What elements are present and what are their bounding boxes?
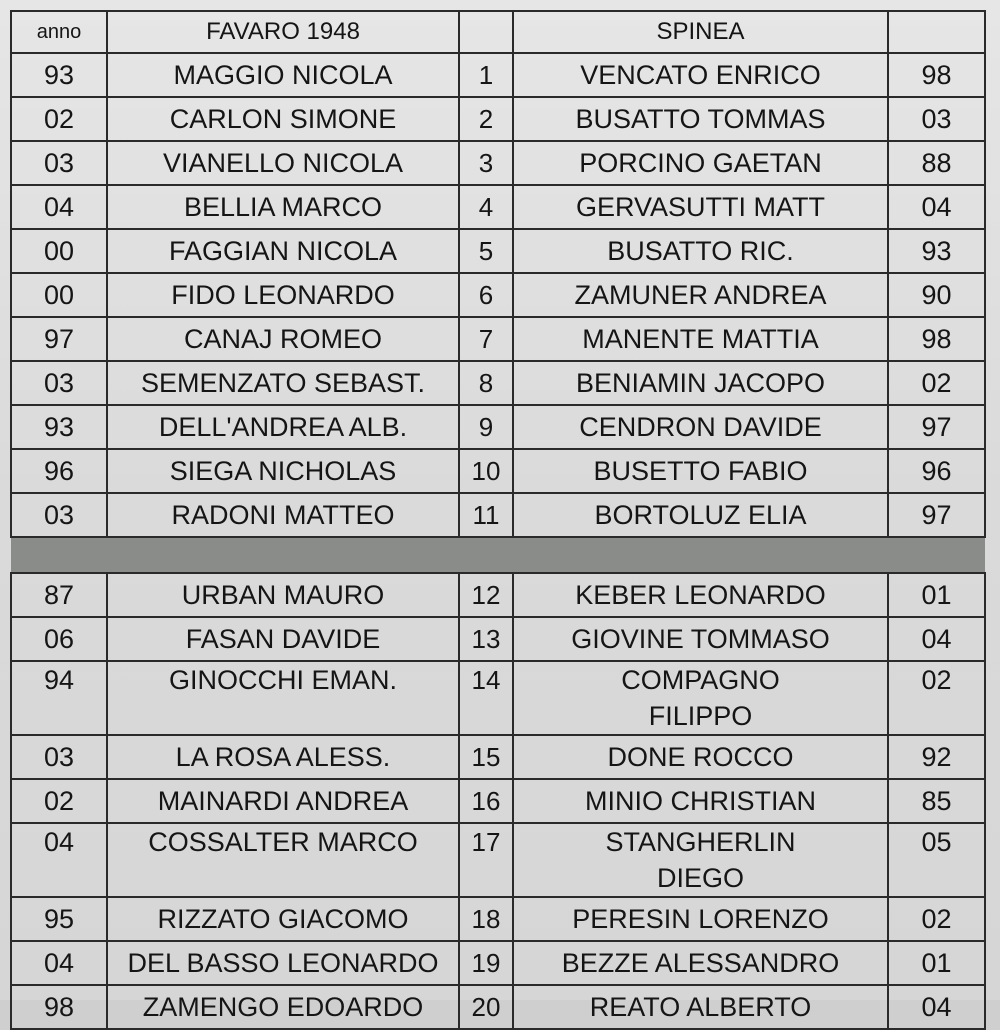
shirt-number: 12: [459, 573, 513, 617]
year-left: 03: [11, 493, 107, 537]
year-right: 88: [888, 141, 985, 185]
year-left: 03: [11, 735, 107, 779]
player-left: VIANELLO NICOLA: [107, 141, 459, 185]
table-row: [11, 405, 985, 449]
player-left: RADONI MATTEO: [107, 493, 459, 537]
player-right: BUSATTO TOMMAS: [513, 97, 888, 141]
table-row: [11, 735, 985, 779]
shirt-number: 13: [459, 617, 513, 661]
shirt-number: 17: [459, 823, 513, 897]
year-left: 03: [11, 361, 107, 405]
shirt-number: 1: [459, 53, 513, 97]
player-right: CENDRON DAVIDE: [513, 405, 888, 449]
player-left: SIEGA NICHOLAS: [107, 449, 459, 493]
shirt-number: 3: [459, 141, 513, 185]
shirt-number: 7: [459, 317, 513, 361]
table-row: [11, 941, 985, 985]
table-row: [11, 573, 985, 617]
player-left: MAINARDI ANDREA: [107, 779, 459, 823]
shirt-number: 9: [459, 405, 513, 449]
shirt-number: 4: [459, 185, 513, 229]
player-right: BUSATTO RIC.: [513, 229, 888, 273]
table-row: [11, 897, 985, 941]
player-left: FIDO LEONARDO: [107, 273, 459, 317]
year-right-header: [888, 11, 985, 53]
player-right: KEBER LEONARDO: [513, 573, 888, 617]
year-left: 95: [11, 897, 107, 941]
player-left: GINOCCHI EMAN.: [107, 661, 459, 735]
player-right: [513, 823, 888, 897]
year-left: 97: [11, 317, 107, 361]
team-right-header: SPINEA: [513, 11, 888, 53]
shirt-number: 11: [459, 493, 513, 537]
shirt-number: 15: [459, 735, 513, 779]
year-left: 94: [11, 661, 107, 735]
shirt-number: 10: [459, 449, 513, 493]
year-right: 02: [888, 897, 985, 941]
table-row: [11, 97, 985, 141]
year-right: 02: [888, 661, 985, 735]
shirt-number: 2: [459, 97, 513, 141]
player-right: BORTOLUZ ELIA: [513, 493, 888, 537]
table-row: [11, 823, 985, 897]
year-right: 96: [888, 449, 985, 493]
player-left: RIZZATO GIACOMO: [107, 897, 459, 941]
year-left: 04: [11, 823, 107, 897]
player-right: MINIO CHRISTIAN: [513, 779, 888, 823]
year-right: 90: [888, 273, 985, 317]
player-right: REATO ALBERTO: [513, 985, 888, 1029]
shirt-number: 20: [459, 985, 513, 1029]
table-row: [11, 493, 985, 537]
year-right: 02: [888, 361, 985, 405]
year-left: 02: [11, 779, 107, 823]
shirt-number: 18: [459, 897, 513, 941]
player-left: MAGGIO NICOLA: [107, 53, 459, 97]
table-row: [11, 779, 985, 823]
player-right: VENCATO ENRICO: [513, 53, 888, 97]
player-left: BELLIA MARCO: [107, 185, 459, 229]
year-left: 87: [11, 573, 107, 617]
shirt-number: 8: [459, 361, 513, 405]
year-header: anno: [11, 11, 107, 53]
table-row: [11, 141, 985, 185]
table-row: [11, 229, 985, 273]
year-left: 02: [11, 97, 107, 141]
table-row: [11, 361, 985, 405]
header-row: [11, 11, 985, 53]
player-right: MANENTE MATTIA: [513, 317, 888, 361]
year-right: 05: [888, 823, 985, 897]
year-left: 03: [11, 141, 107, 185]
player-left: CARLON SIMONE: [107, 97, 459, 141]
player-left: DELL'ANDREA ALB.: [107, 405, 459, 449]
player-right: GIOVINE TOMMASO: [513, 617, 888, 661]
player-right-first: COMPAGNO: [621, 665, 780, 695]
year-left: 93: [11, 53, 107, 97]
year-left: 00: [11, 273, 107, 317]
table-row: [11, 53, 985, 97]
year-right: 92: [888, 735, 985, 779]
shirt-number: 16: [459, 779, 513, 823]
year-right: 04: [888, 985, 985, 1029]
player-left: URBAN MAURO: [107, 573, 459, 617]
player-right: PERESIN LORENZO: [513, 897, 888, 941]
separator-band: [11, 537, 985, 573]
player-right-second: DIEGO: [656, 863, 744, 893]
player-left: FAGGIAN NICOLA: [107, 229, 459, 273]
shirt-number: 5: [459, 229, 513, 273]
year-right: 97: [888, 405, 985, 449]
table-row: [11, 449, 985, 493]
year-right: 01: [888, 573, 985, 617]
year-left: 93: [11, 405, 107, 449]
player-right: GERVASUTTI MATT: [513, 185, 888, 229]
player-left: FASAN DAVIDE: [107, 617, 459, 661]
year-right: 85: [888, 779, 985, 823]
year-left: 98: [11, 985, 107, 1029]
player-right: [513, 661, 888, 735]
number-header: [459, 11, 513, 53]
year-left: 00: [11, 229, 107, 273]
player-left: COSSALTER MARCO: [107, 823, 459, 897]
year-right: 97: [888, 493, 985, 537]
player-left: CANAJ ROMEO: [107, 317, 459, 361]
year-left: 06: [11, 617, 107, 661]
year-right: 98: [888, 53, 985, 97]
table-row: [11, 661, 985, 735]
table-row: [11, 317, 985, 361]
player-left: ZAMENGO EDOARDO: [107, 985, 459, 1029]
year-right: 93: [888, 229, 985, 273]
player-right: DONE ROCCO: [513, 735, 888, 779]
year-right: 03: [888, 97, 985, 141]
year-left: 04: [11, 941, 107, 985]
shirt-number: 19: [459, 941, 513, 985]
player-right: ZAMUNER ANDREA: [513, 273, 888, 317]
year-right: 04: [888, 185, 985, 229]
player-left: SEMENZATO SEBAST.: [107, 361, 459, 405]
player-left: LA ROSA ALESS.: [107, 735, 459, 779]
player-right: BUSETTO FABIO: [513, 449, 888, 493]
lineup-table: [10, 10, 986, 1030]
year-left: 96: [11, 449, 107, 493]
shirt-number: 6: [459, 273, 513, 317]
table-row: [11, 273, 985, 317]
player-right-first: STANGHERLIN: [605, 827, 796, 857]
shirt-number: 14: [459, 661, 513, 735]
year-right: 98: [888, 317, 985, 361]
player-right-second: FILIPPO: [648, 701, 753, 731]
player-right: PORCINO GAETAN: [513, 141, 888, 185]
table-row: [11, 985, 985, 1029]
table-row: [11, 185, 985, 229]
player-right: BEZZE ALESSANDRO: [513, 941, 888, 985]
year-left: 04: [11, 185, 107, 229]
year-right: 04: [888, 617, 985, 661]
player-left: DEL BASSO LEONARDO: [107, 941, 459, 985]
bench-separator: [11, 537, 985, 573]
table-row: [11, 617, 985, 661]
player-right: BENIAMIN JACOPO: [513, 361, 888, 405]
year-right: 01: [888, 941, 985, 985]
team-left-header: FAVARO 1948: [107, 11, 459, 53]
